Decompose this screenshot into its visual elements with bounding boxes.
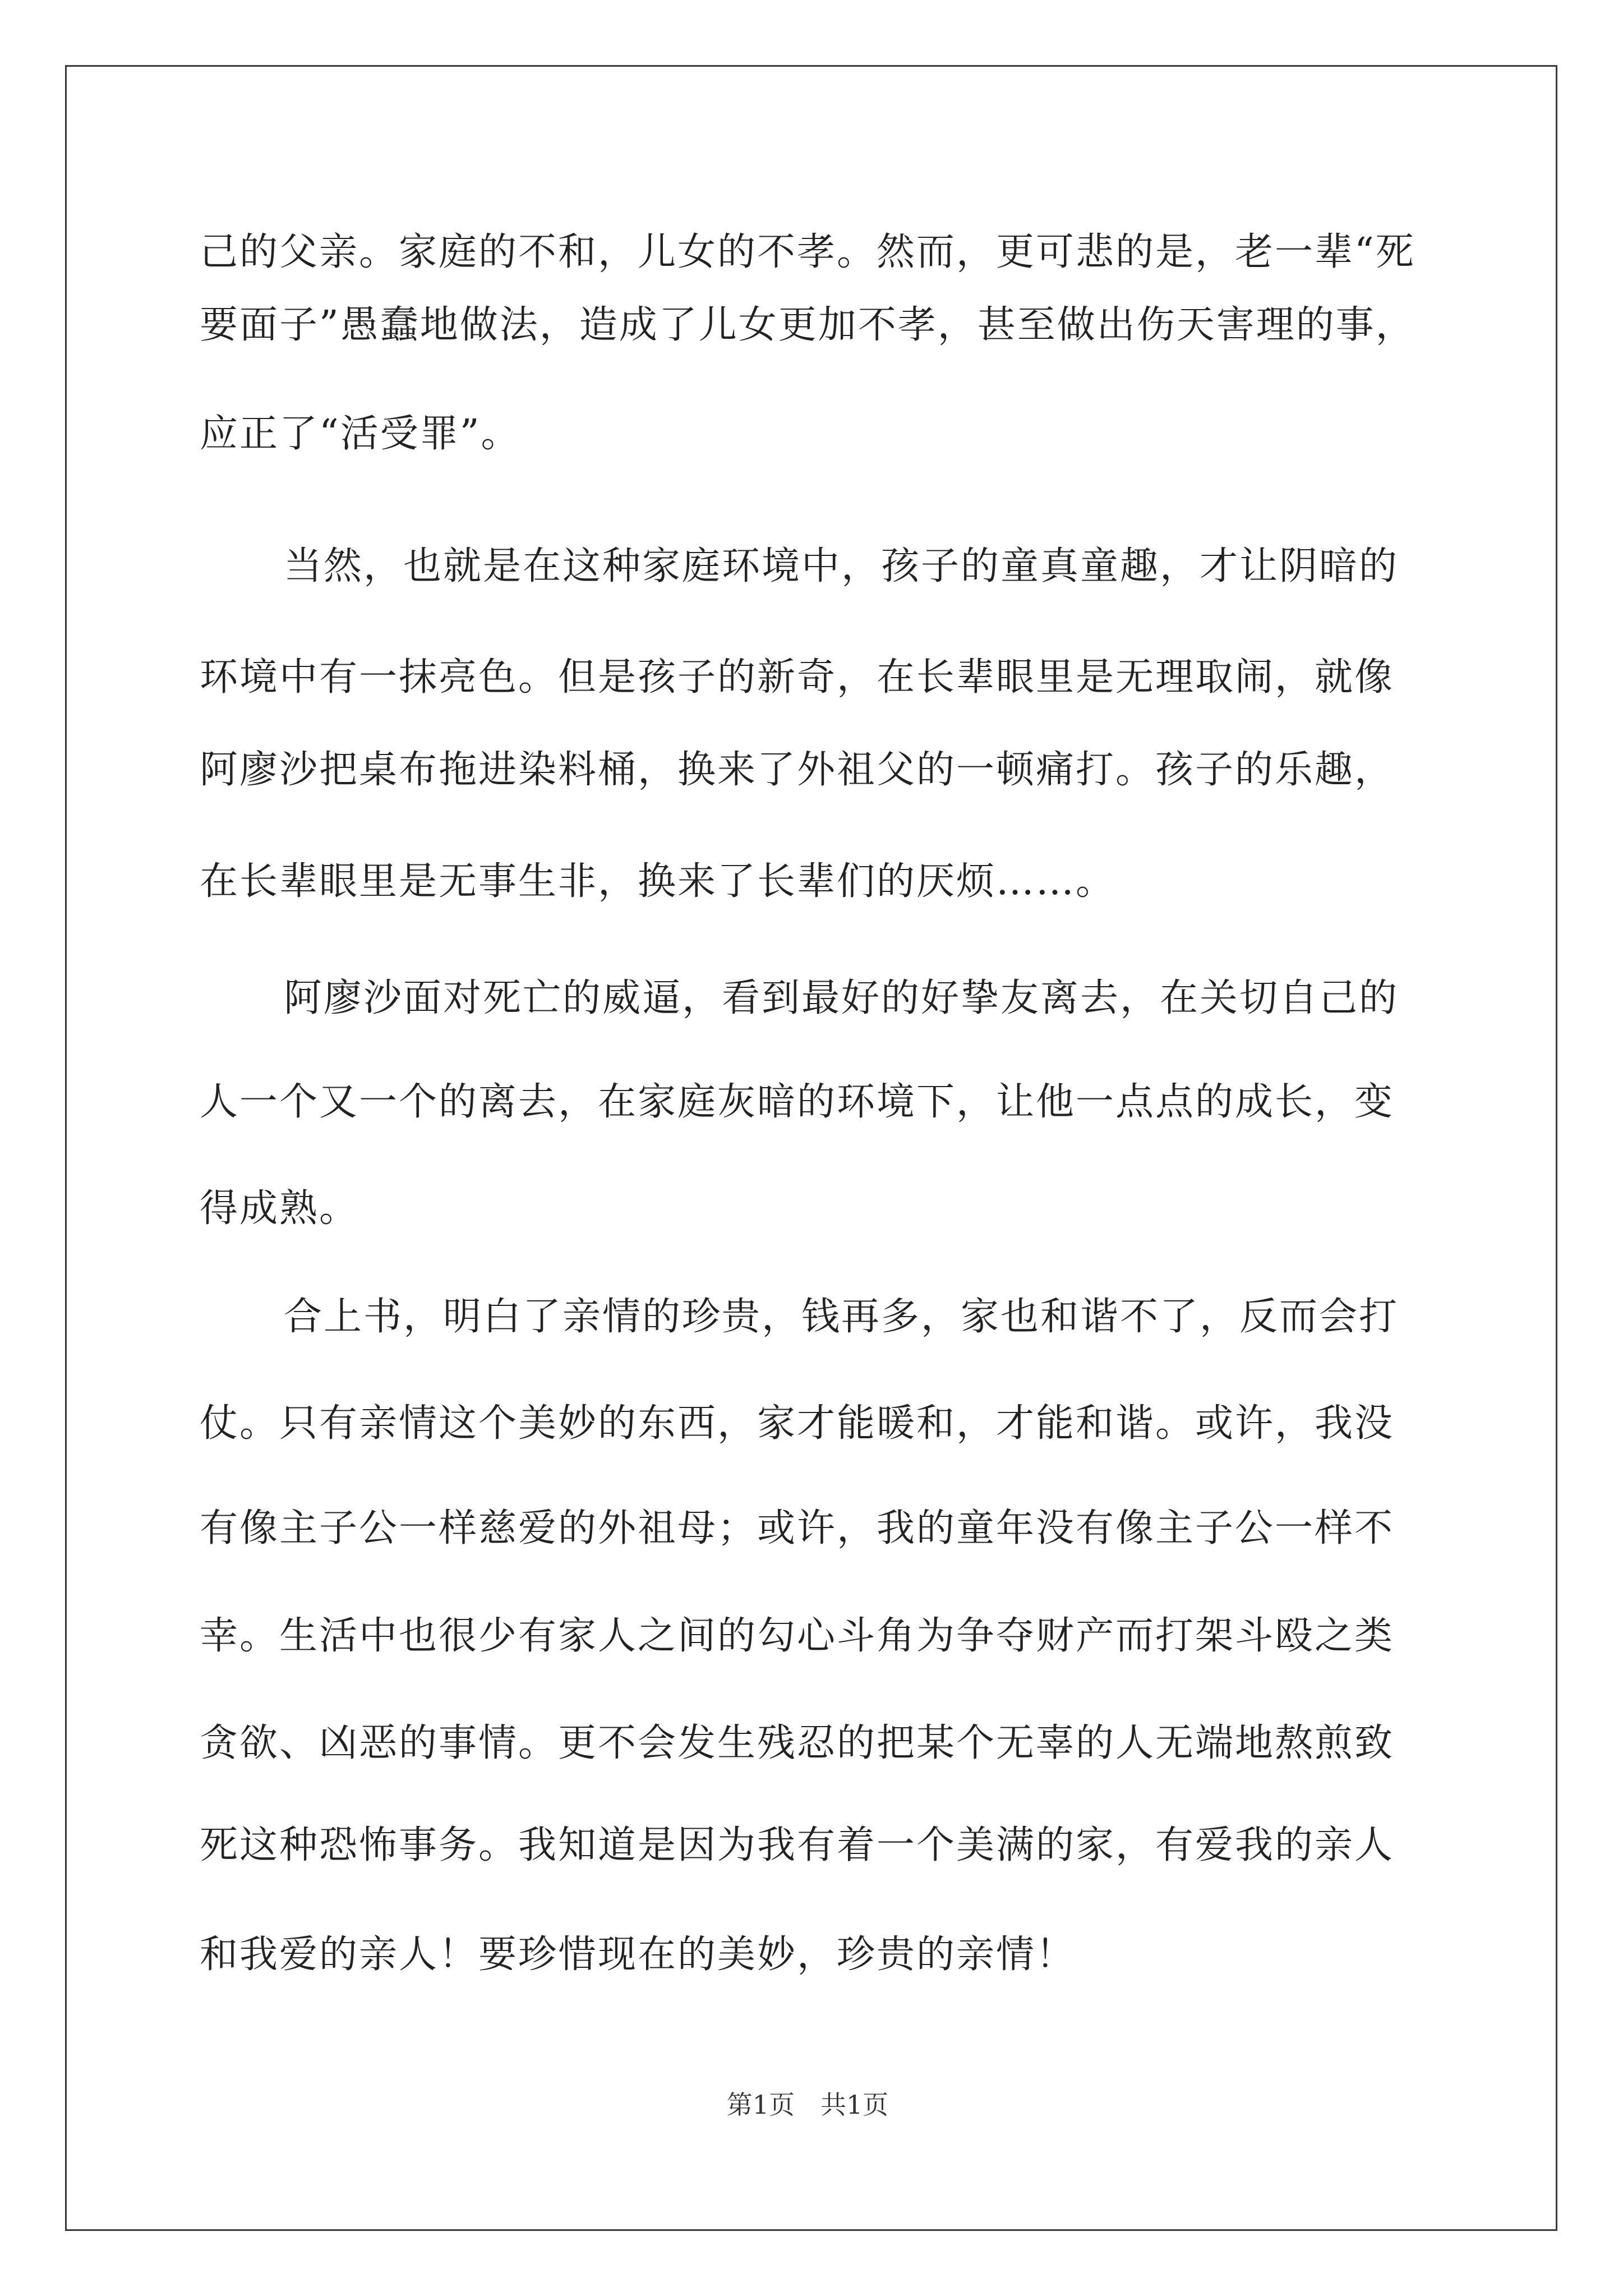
text-line: 阿廖沙把桌布拖进染料桶，换来了外祖父的一顿痛打。孩子的乐趣，: [200, 748, 1395, 792]
paragraph-start-line: 阿廖沙面对死亡的威逼，看到最好的好挚友离去，在关切自己的: [284, 976, 1399, 1020]
text-line: 应正了“活受罪”。: [200, 412, 521, 456]
text-line: 环境中有一抹亮色。但是孩子的新奇，在长辈眼里是无理取闹，就像: [200, 655, 1395, 700]
text-line: 有像主子公一样慈爱的外祖母；或许，我的童年没有像主子公一样不: [200, 1506, 1395, 1550]
text-line: 幸。生活中也很少有家人之间的勾心斗角为争夺财产而打架斗殴之类: [200, 1614, 1395, 1658]
page-number-footer: 第1页 共1页: [726, 2090, 889, 2120]
text-line: 和我爱的亲人！要珍惜现在的美妙，珍贵的亲情！: [200, 1932, 1076, 1977]
paragraph-start-line: 合上书，明白了亲情的珍贵，钱再多，家也和谐不了，反而会打: [284, 1295, 1399, 1339]
text-line: 死这种恐怖事务。我知道是因为我有着一个美满的家，有爱我的亲人: [200, 1823, 1395, 1867]
text-line: 在长辈眼里是无事生非，换来了长辈们的厌烦……。: [200, 859, 1116, 904]
paragraph-start-line: 当然，也就是在这种家庭环境中，孩子的童真童趣，才让阴暗的: [284, 544, 1399, 588]
text-line: 贪欲、凶恶的事情。更不会发生残忍的把某个无辜的人无端地熬煎致: [200, 1721, 1395, 1765]
text-line: 己的父亲。家庭的不和，儿女的不孝。然而，更可悲的是，老一辈“死: [200, 230, 1415, 274]
page-border: [65, 65, 1557, 2231]
text-line: 人一个又一个的离去，在家庭灰暗的环境下，让他一点点的成长，变: [200, 1080, 1395, 1124]
text-line: 仗。只有亲情这个美妙的东西，家才能暖和，才能和谐。或许，我没: [200, 1401, 1395, 1446]
text-line: 得成熟。: [200, 1186, 359, 1231]
text-line: 要面子”愚蠢地做法，造成了儿女更加不孝，甚至做出伤天害理的事，: [200, 303, 1415, 347]
